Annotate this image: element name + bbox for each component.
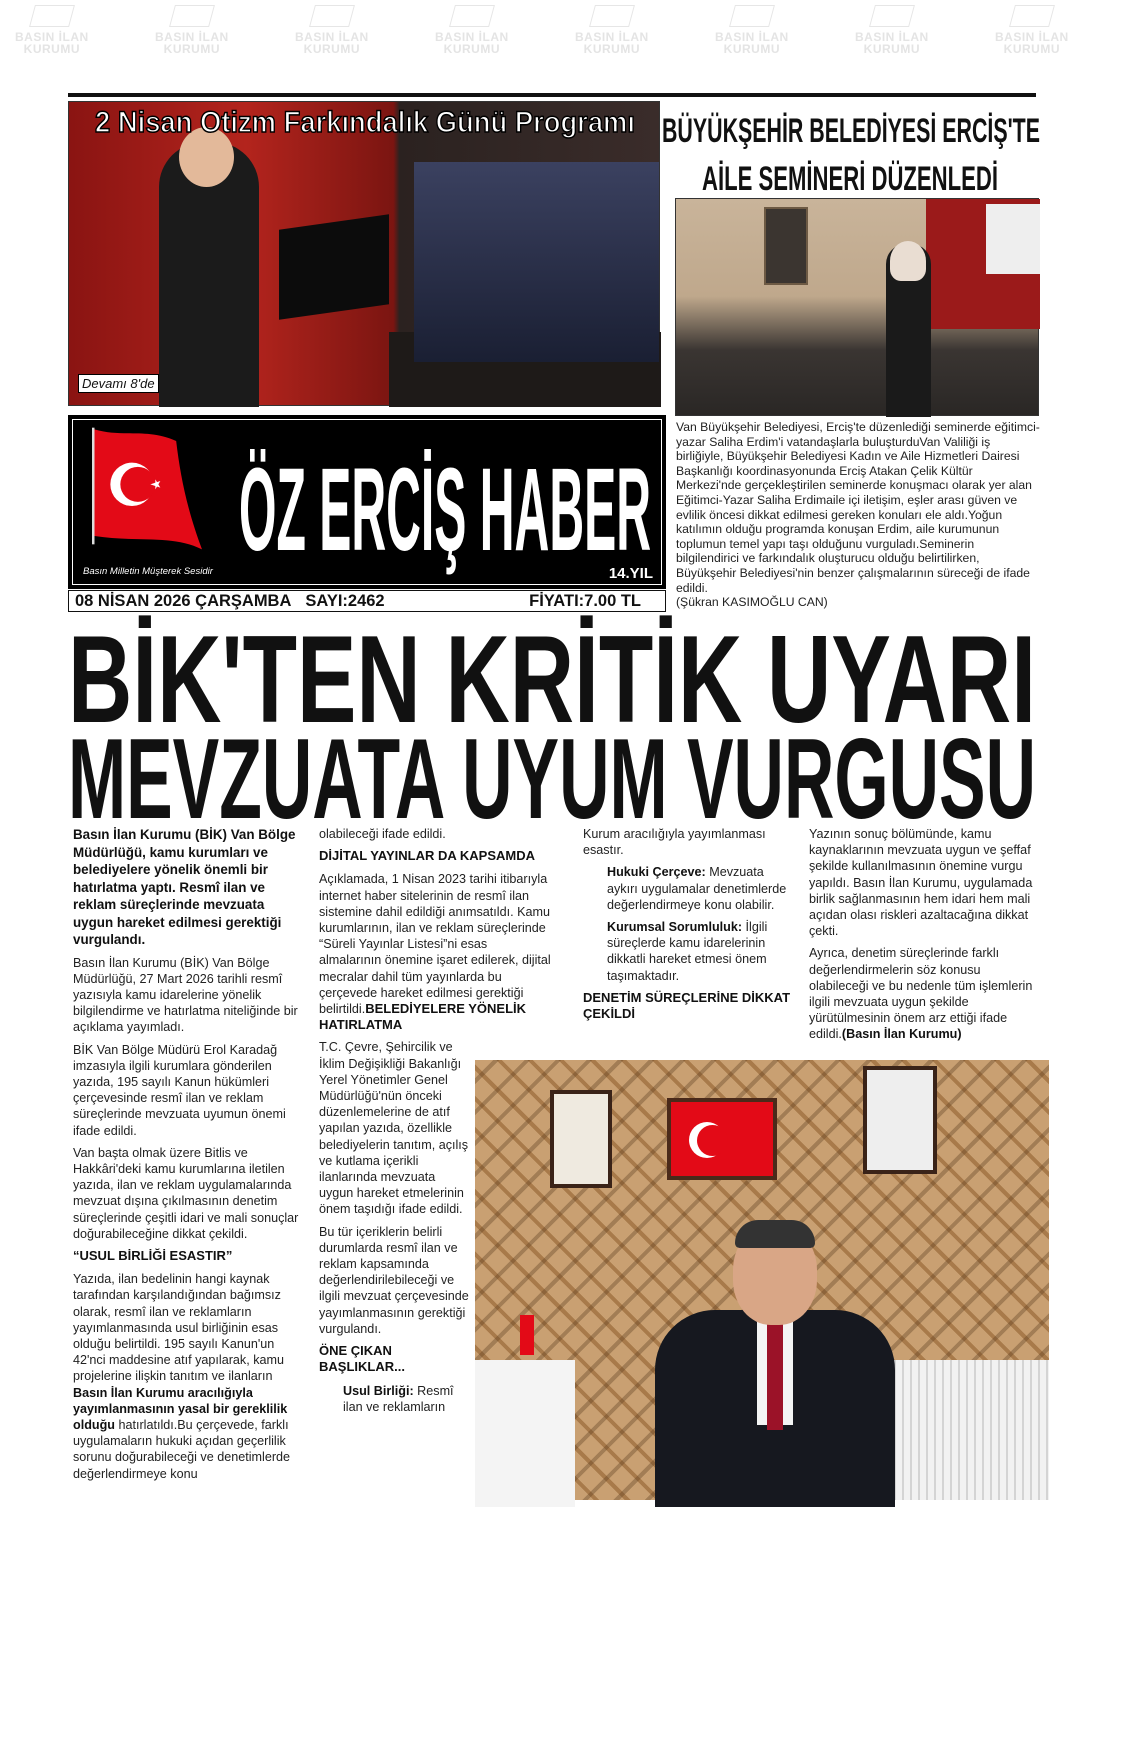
bullet-label: Kurumsal Sorumluluk: bbox=[607, 920, 743, 935]
text: Açıklamada, 1 Nisan 2023 tarihi itibarıyla internet haber sitelerinin de resmî ilan sistemine dahil edildiği anımsatıldı. Kamu kurumlarının, ilan ve reklam süreçlerinde “Süreli Yayınlar Listesi”ni esas almalarının önemine işaret edilerek, dijital mecralar dahil tüm yayınlarda bu çerçevede hareket edilmesi gerektiği belirtildi. bbox=[319, 872, 551, 1017]
year-label: 14.YIL bbox=[608, 565, 653, 582]
bold-text: Basın İlan Kurumu aracılığıyla yayımlanmasının yasal bir gereklilik olduğu bbox=[73, 1385, 288, 1432]
screen bbox=[986, 204, 1040, 274]
performers bbox=[414, 162, 659, 362]
bullet-item bbox=[583, 919, 795, 984]
man-hair bbox=[735, 1220, 815, 1248]
masthead bbox=[68, 415, 666, 589]
watermark-logo: BASIN İLAN KURUMU bbox=[295, 5, 369, 55]
paragraph: Bu tür içeriklerin belirli durumlarda resmî ilan ve reklam kapsamında değerlendirilebileceği ve ilgili mevzuat çerçevesinde yayımlanmasının gerektiği vurgulandı. bbox=[319, 1224, 469, 1336]
watermark-logo: BASIN İLAN KURUMU bbox=[715, 5, 789, 55]
banner-title-svg bbox=[85, 104, 645, 140]
paragraph bbox=[73, 1271, 301, 1482]
framed-portrait-president bbox=[863, 1066, 937, 1174]
column-1 bbox=[73, 826, 301, 1488]
paragraph bbox=[319, 871, 553, 1033]
man-tie bbox=[767, 1320, 783, 1430]
paragraph bbox=[809, 945, 1043, 1042]
watermark-logo: BASIN İLAN KURUMU bbox=[435, 5, 509, 55]
watermark-logo: BASIN İLAN KURUMU bbox=[15, 5, 89, 55]
lead-paragraph: Basın İlan Kurumu (BİK) Van Bölge Müdürlüğü, kamu kurumları ve belediyelere yönelik önemli bir hatırlatma yaptı. Resmî ilan ve reklam süreçlerinde mevzuata uygun hareket edilmesi gerektiği vurgulandı. bbox=[73, 827, 296, 947]
autism-day-photo bbox=[68, 101, 660, 406]
speaker-scarf bbox=[890, 241, 926, 281]
paragraph: BİK Van Bölge Müdürü Erol Karadağ imzasıyla ilgili kurumlara gönderilen yazıda, 195 sayılı Kanun hükümleri çerçevesinde resmî ilan ve reklam süreçlerinde mevzuata uyumun önemi ifade edildi. bbox=[73, 1042, 286, 1138]
framed-turkish-flag bbox=[667, 1098, 777, 1180]
side-headline-line2: AİLE SEMİNERİ DÜZENLEDİ bbox=[702, 160, 998, 198]
main-headline-line1: BİK'TEN KRİTİK UYARI bbox=[68, 611, 1036, 749]
continued-label[interactable]: Devamı 8'de bbox=[78, 374, 159, 393]
side-headline bbox=[660, 106, 1042, 203]
watermark-logo: BASIN İLAN KURUMU bbox=[855, 5, 929, 55]
paragraph bbox=[583, 990, 795, 1022]
slogan: Basın Milletin Müşterek Sesidir bbox=[83, 566, 213, 577]
paragraph: Basın İlan Kurumu (BİK) Van Bölge Müdürlüğü, 27 Mart 2026 tarihli resmî yazısıyla kamu idarelerine yönelik bilgilendirme ve hatırlatma niteliğinde bir açıklama yayımladı. bbox=[73, 955, 298, 1035]
issue-date: 08 NİSAN 2026 ÇARŞAMBA bbox=[75, 591, 292, 610]
subheading: DİJİTAL YAYINLAR DA KAPSAMDA bbox=[319, 848, 535, 864]
paragraph: Van başta olmak üzere Bitlis ve Hakkâri'deki kamu kurumlarına iletilen yazıda, ilan ve reklam uygulamalarında mevzuat dışına çıkılmasının denetim süreçlerinde çeşitli idari ve mali sonuçlar doğurabileceğine dikkat çekildi. bbox=[73, 1145, 299, 1241]
radiator bbox=[880, 1360, 1049, 1500]
text: Yazıda, ilan bedelinin hangi kaynak tarafından karşılandığından bağımsız olarak, resmî ilan ve reklamların yayımlanmasında usul birliğinin esas olduğu belirtildi. 195 sayılı Kanun'un 42'nci maddesine atıf yapılarak, kamu projelerine ilişkin tanıtım ve ilanların bbox=[73, 1272, 285, 1384]
subheading: ÖNE ÇIKAN BAŞLIKLAR... bbox=[319, 1343, 405, 1375]
side-headline-line1: BÜYÜKŞEHİR BELEDİYESİ ERCİŞ'TE bbox=[662, 112, 1040, 150]
main-headline-line2: MEVZUATA UYUM VURGUSU bbox=[68, 716, 1036, 843]
bullet-label: Usul Birliği: bbox=[343, 1383, 414, 1398]
text: Ayrıca, denetim süreçlerinde farklı değerlendirmelerin söz konusu olabileceği ve bu nedenle tüm işlemlerin ilgili mevzuata uygun şekilde yürütülmesinin önem arz ettiği ifade edildi. bbox=[809, 946, 1033, 1042]
column-3 bbox=[583, 826, 795, 1028]
side-story-byline: (Şükran KASIMOĞLU CAN) bbox=[676, 595, 828, 610]
issue-number: SAYI:2462 bbox=[305, 591, 385, 610]
paragraph: olabileceği ifade edildi. bbox=[319, 827, 446, 841]
credit: (Basın İlan Kurumu) bbox=[841, 1027, 962, 1042]
bullet-label: Hukuki Çerçeve: bbox=[607, 865, 706, 880]
bullet-text: Resmî ilan ve reklamların bbox=[343, 1383, 454, 1414]
paragraph: T.C. Çevre, Şehircilik ve İklim Değişikliği Bakanlığı Yerel Yönetimler Genel Müdürlüğü'nün önceki düzenlemelerine de atıf yapılan yazıda, özellikle belediyelerin tanıtım, açılış ve kutlama içerikli ilanlarında mevzuata uygun hareket etmelerinin önem taşıdığı ifade edildi. bbox=[319, 1040, 469, 1217]
paragraph: Yazının sonuç bölümünde, kamu kaynaklarının mevzuata uygun ve şeffaf şekilde kullanılmasının önemine vurgu yapıldı. Basın İlan Kurumu, uygulamada birlik sağlanmasının hem idari hem mali açıdan olası riskleri azaltacağına dikkat çekti. bbox=[809, 827, 1033, 939]
music-stand bbox=[279, 214, 389, 319]
bullet-text: İlgili süreçlerde kamu idarelerinin dikkatli hareket etmesi önem taşımaktadır. bbox=[607, 920, 768, 983]
bullet-item bbox=[583, 864, 795, 913]
side-headline-svg bbox=[660, 106, 1042, 198]
turkish-flag-icon bbox=[77, 426, 217, 551]
watermark-logo: BASIN İLAN KURUMU bbox=[575, 5, 649, 55]
side-story-body bbox=[676, 420, 1040, 610]
top-rule bbox=[68, 93, 1036, 97]
text: hatırlatıldı.Bu çerçevede, farklı uygulamaların hukuki açıdan geçerlilik sorunu doğurabileceği ve denetimlerde değerlendirmeye konu bbox=[73, 1417, 291, 1481]
seminar-photo bbox=[675, 198, 1039, 416]
watermark-logo: BASIN İLAN KURUMU bbox=[995, 5, 1069, 55]
desk-flag bbox=[520, 1315, 534, 1355]
masthead-title-text: ÖZ ERCİŞ HABER bbox=[239, 444, 651, 576]
director-photo bbox=[475, 1060, 1049, 1500]
banner-title bbox=[69, 104, 661, 145]
date-bar bbox=[68, 590, 666, 612]
column-4 bbox=[809, 826, 1043, 1049]
issue-price: FİYATI:7.00 TL bbox=[529, 591, 641, 610]
side-story-text: Van Büyükşehir Belediyesi, Erciş'te düzenlediği seminerde eğitimci-yazar Saliha Erdim'i vatandaşlarla buluşturduVan Valiliği iş birliğiyle, Büyükşehir Belediyesi Kadın ve Aile Hizmetleri Dairesi Başkanlığı koordinasyonunda Erciş Atakan Çelik Kültür Merkezi'nde gerçekleştirilen seminerde konuşmacı olarak yer alan Eğitimci-Yazar Saliha Erdimaile içi iletişim, eşler arası güven ve evlilik öncesi dikkat edilmesi gereken konuları ele aldı.Yoğun katılımın olduğu programda konuşan Erdim, aile kurumunun toplumun temel yapı taşı olduğunu vurguladı.Seminerin bilgilendirici ve farkındalık oluşturucu olduğu belirtilirken, Büyükşehir Belediyesi'nin benzer çalışmalarının süreceği de ifade edildi. bbox=[676, 420, 1040, 595]
subheading: BELEDİYELERE YÖNELİK HATIRLATMA bbox=[319, 1001, 527, 1033]
banner-text: 2 Nisan Otizm Farkındalık Günü Programı bbox=[95, 106, 635, 139]
desk bbox=[475, 1360, 575, 1507]
bullet-continuation: Kurum aracılığıyla yayımlanması esastır. bbox=[583, 827, 766, 858]
bullet-text: Mevzuata aykırı uygulamalar denetimlerde değerlendirmeye konu olabilir. bbox=[607, 865, 787, 912]
framed-portrait-ataturk bbox=[550, 1090, 612, 1188]
watermark-logo: BASIN İLAN KURUMU bbox=[155, 5, 229, 55]
subheading: “USUL BİRLİĞİ ESASTIR” bbox=[73, 1247, 233, 1263]
subheading: DENETİM SÜREÇLERİNE DİKKAT ÇEKİLDİ bbox=[583, 989, 791, 1022]
ataturk-portrait bbox=[764, 207, 808, 285]
